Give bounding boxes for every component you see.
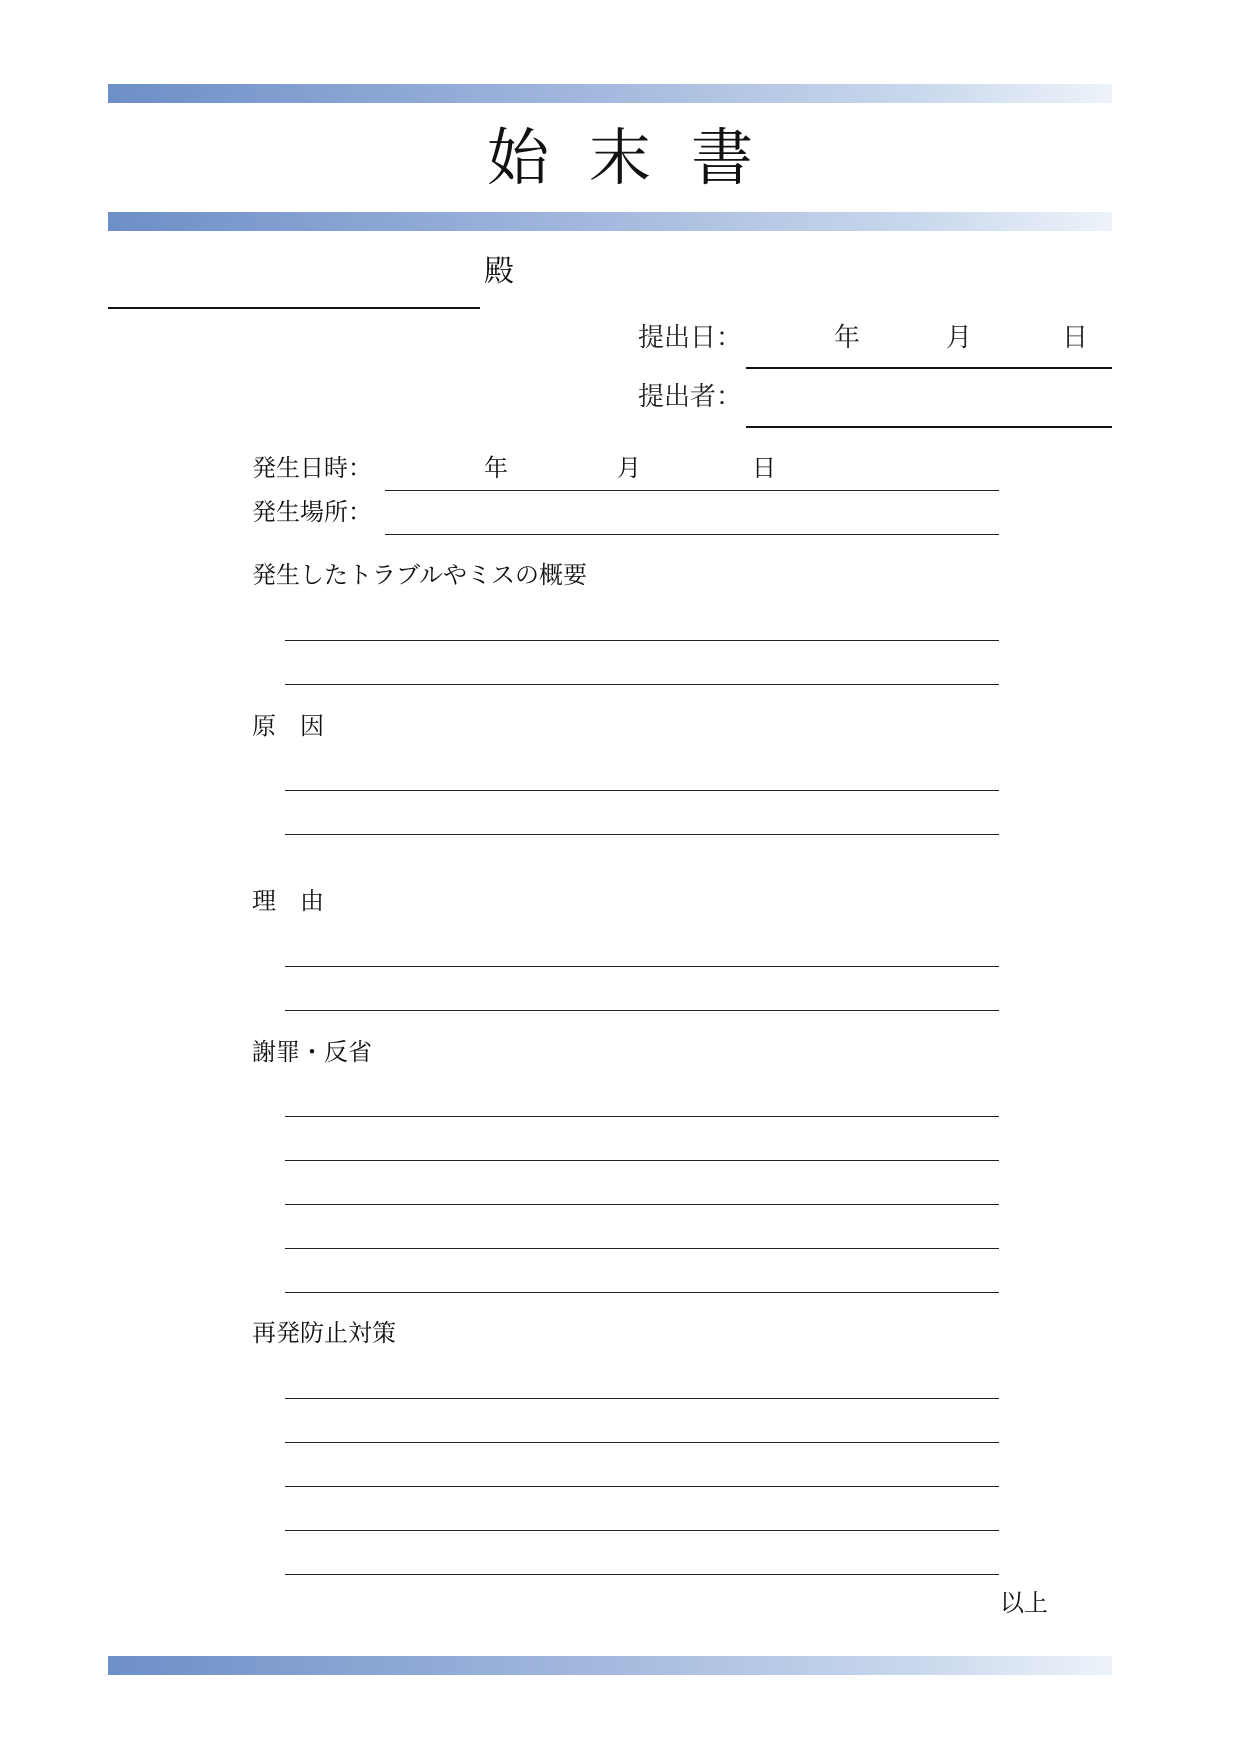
footer-band (108, 1656, 1112, 1675)
apology-line[interactable] (285, 1292, 999, 1293)
occurrence-day-unit: 日 (752, 454, 776, 482)
prevention-heading: 再発防止対策 (252, 1319, 396, 1347)
submission-day-unit: 日 (1062, 323, 1089, 353)
prevention-line[interactable] (285, 1574, 999, 1575)
prevention-line[interactable] (285, 1398, 999, 1399)
header-band-bottom (108, 212, 1112, 231)
submission-month-unit: 月 (946, 323, 973, 353)
apology-heading: 謝罪・反省 (252, 1038, 372, 1066)
document-title: 始末書 (486, 121, 793, 194)
addressee-line[interactable] (108, 307, 480, 309)
summary-heading: 発生したトラブルやミスの概要 (252, 561, 588, 589)
apology-line[interactable] (285, 1116, 999, 1117)
addressee-suffix: 殿 (484, 254, 514, 289)
occurrence-datetime-field[interactable] (385, 490, 999, 491)
prevention-line[interactable] (285, 1530, 999, 1531)
summary-line[interactable] (285, 640, 999, 641)
cause-line[interactable] (285, 790, 999, 791)
occurrence-month-unit: 月 (617, 454, 641, 482)
apology-line[interactable] (285, 1248, 999, 1249)
submission-year-unit: 年 (834, 323, 861, 353)
cause-heading: 原 因 (252, 712, 324, 740)
submitter-label: 提出者： (638, 382, 743, 412)
occurrence-place-label: 発生場所： (252, 498, 372, 526)
prevention-line[interactable] (285, 1442, 999, 1443)
occurrence-place-field[interactable] (385, 534, 999, 535)
summary-line[interactable] (285, 684, 999, 685)
reason-line[interactable] (285, 1010, 999, 1011)
reason-line[interactable] (285, 966, 999, 967)
apology-line[interactable] (285, 1160, 999, 1161)
submission-date-field[interactable] (746, 367, 1112, 369)
closing-text: 以上 (1000, 1589, 1048, 1617)
occurrence-datetime-label: 発生日時： (252, 454, 372, 482)
submitter-field[interactable] (746, 426, 1112, 428)
apology-line[interactable] (285, 1204, 999, 1205)
header-band-top (108, 84, 1112, 103)
occurrence-year-unit: 年 (484, 454, 508, 482)
submission-date-label: 提出日： (638, 323, 743, 353)
reason-heading: 理 由 (252, 887, 324, 915)
prevention-line[interactable] (285, 1486, 999, 1487)
cause-line[interactable] (285, 834, 999, 835)
